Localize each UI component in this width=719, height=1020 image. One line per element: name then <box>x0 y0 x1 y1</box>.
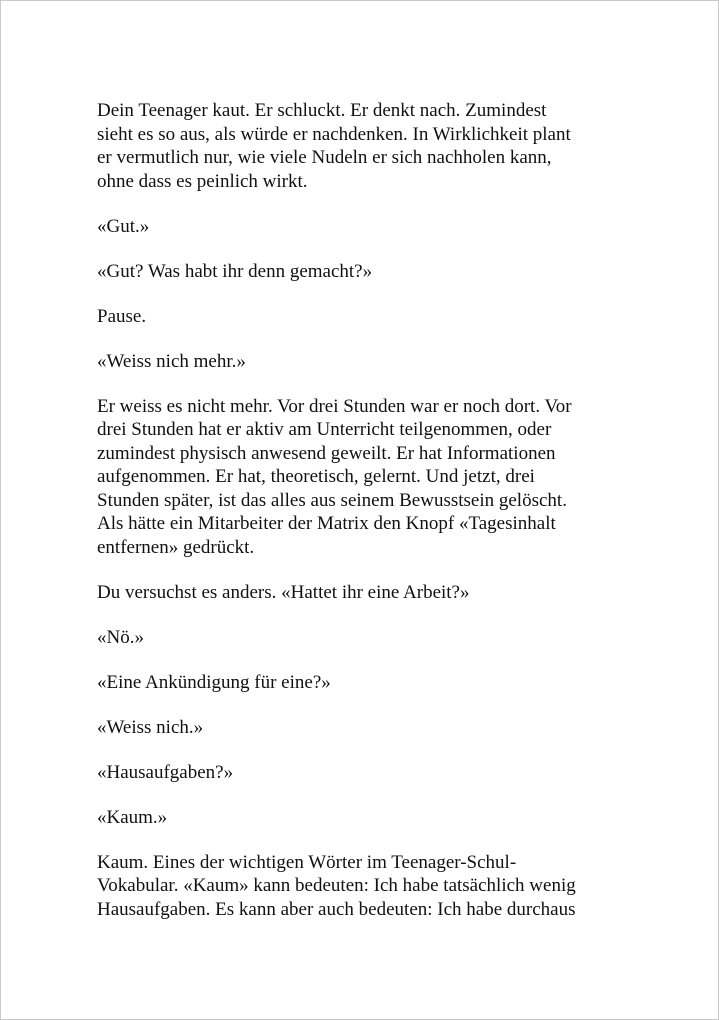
paragraph <box>97 581 627 605</box>
text-line: drei Stunden hat er aktiv am Unterricht teilgenommen, oder <box>97 419 552 440</box>
text-line: ohne dass es peinlich wirkt. <box>97 170 308 192</box>
paragraph <box>97 671 627 695</box>
text-line: «Weiss nich mehr.» <box>97 350 246 372</box>
body-text <box>97 99 627 943</box>
paragraph <box>97 215 627 239</box>
text-line: Vokabular. «Kaum» kann bedeuten: Ich habe tatsächlich wenig <box>97 875 576 896</box>
text-line: er vermutlich nur, wie viele Nudeln er sich nachholen kann, <box>97 147 552 168</box>
text-line: sieht es so aus, als würde er nachdenken. In Wirklichkeit plant <box>97 123 571 145</box>
paragraph <box>97 806 627 830</box>
text-line: aufgenommen. Er hat, theoretisch, gelernt. Und jetzt, drei <box>97 466 535 487</box>
text-line: «Hausaufgaben?» <box>97 761 234 783</box>
paragraph <box>97 851 627 922</box>
text-line: «Gut.» <box>97 215 150 237</box>
paragraph <box>97 99 627 193</box>
text-line: «Nö.» <box>97 626 144 648</box>
paragraph <box>97 305 627 329</box>
text-line: «Kaum.» <box>97 806 168 828</box>
text-line: Hausaufgaben. Es kann aber auch bedeuten: Ich habe durchaus <box>97 898 576 920</box>
paragraph <box>97 626 627 650</box>
text-line: Stunden später, ist das alles aus seinem Bewusstsein gelöscht. <box>97 489 567 511</box>
paragraph <box>97 395 627 560</box>
text-line: Er weiss es nicht mehr. Vor drei Stunden war er noch dort. Vor <box>97 395 572 417</box>
text-line: Du versuchst es anders. «Hattet ihr eine Arbeit?» <box>97 581 470 603</box>
text-line: Dein Teenager kaut. Er schluckt. Er denkt nach. Zumindest <box>97 100 547 121</box>
text-line: Kaum. Eines der wichtigen Wörter im Teenager-Schul- <box>97 851 517 873</box>
text-line: Als hätte ein Mitarbeiter der Matrix den Knopf «Tagesinhalt <box>97 513 556 534</box>
text-line: «Gut? Was habt ihr denn gemacht?» <box>97 260 373 282</box>
text-line: zumindest physisch anwesend geweilt. Er hat Informationen <box>97 442 556 464</box>
paragraph <box>97 260 627 284</box>
paragraph <box>97 350 627 374</box>
text-line: «Weiss nich.» <box>97 716 204 738</box>
text-line: entfernen» gedrückt. <box>97 536 255 558</box>
paragraph <box>97 761 627 785</box>
text-line: Pause. <box>97 305 147 327</box>
paragraph <box>97 716 627 740</box>
text-line: «Eine Ankündigung für eine?» <box>97 671 331 693</box>
